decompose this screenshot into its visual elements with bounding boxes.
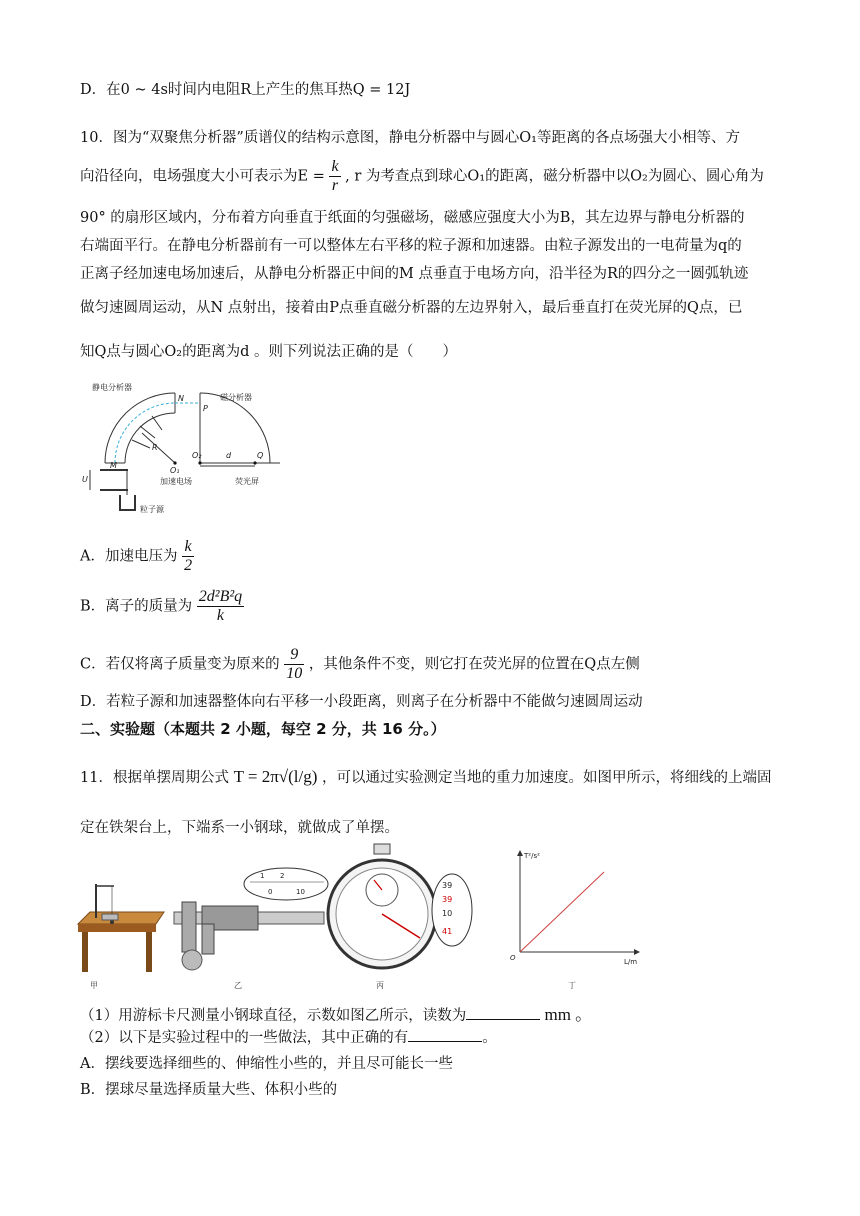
graph-origin: O	[510, 954, 516, 962]
caliper-mark-1: 1	[260, 872, 265, 880]
q10-line2-b: , r 为考查点到球心O₁的距离，磁分析器中以O₂为圆心、圆心角为	[345, 168, 764, 185]
q11-sub2-blank[interactable]	[408, 1027, 482, 1042]
q10-opt-b-text: B．离子的质量为	[80, 598, 193, 615]
q11-line1-a: 11．根据单摆周期公式	[80, 770, 229, 786]
q11-stem-line2: 定在铁架台上，下端系一小钢球，就做成了单摆。	[80, 820, 399, 836]
q11-line1-b: ，可以通过实验测定当地的重力加速度。如图甲所示，将细线的上端固	[322, 770, 772, 786]
q10-stem-line2	[80, 158, 764, 195]
point-r: R	[152, 443, 158, 452]
q10-option-c	[80, 646, 640, 683]
graph-x-label: L/m	[624, 958, 638, 966]
fig-label-yi: 乙	[234, 981, 242, 990]
q10-stem-line1: 10．图为“双聚焦分析器”质谱仪的结构示意图，静电分析器中与圆心O₁等距离的各点场强大小相等、方	[80, 130, 740, 146]
q10-opt-b-fraction	[197, 588, 244, 625]
q11-sub2	[80, 1026, 497, 1047]
table-stand-figure	[78, 884, 164, 972]
point-n: N	[178, 394, 184, 403]
stopwatch-mark-39a: 39	[442, 881, 453, 890]
caliper-mark-2: 2	[280, 872, 285, 880]
q10-frac-den: r	[331, 177, 339, 194]
point-o2: O₂	[192, 451, 202, 460]
q10-stem-line6: 做匀速圆周运动，从N 点射出，接着由P点垂直磁分析器的左边界射入，最后垂直打在荧光屏的Q点，已	[80, 300, 743, 316]
point-u: U	[82, 475, 88, 484]
label-magnetic-analyzer: 磁分析器	[220, 393, 252, 402]
q11-sub1-blank[interactable]	[466, 1005, 540, 1020]
point-q: Q	[257, 451, 264, 460]
q10-opt-b-den: k	[216, 607, 224, 624]
q10-stem-line7: 知Q点与圆心O₂的距离为d 。则下列说法正确的是（ ）	[80, 344, 457, 360]
stopwatch-figure	[328, 844, 472, 968]
q10-stem-line5: 正离子经加速电场加速后，从静电分析器正中间的M 点垂直于电场方向，沿半径为R的四分之一圆弧轨迹	[80, 266, 749, 282]
point-p: P	[203, 404, 208, 413]
stopwatch-mark-39b: 39	[442, 895, 453, 904]
q10-stem-line3: 90° 的扇形区域内，分布着方向垂直于纸面的匀强磁场，磁感应强度大小为B，其左边界与静电分析器的	[80, 210, 745, 226]
q10-opt-c-fraction	[284, 646, 304, 683]
label-acceleration-field: 加速电场	[160, 477, 192, 486]
point-o1: O₁	[170, 466, 180, 475]
q10-opt-a-text: A．加速电压为	[80, 548, 178, 565]
fig-label-jia: 甲	[90, 981, 98, 990]
q11-formula: T = 2π√(l/g)	[233, 767, 318, 786]
q10-opt-c-den: 10	[286, 665, 303, 682]
fig-label-ding: 丁	[568, 981, 576, 990]
point-m: M	[110, 461, 117, 470]
fig-label-bing: 丙	[376, 981, 384, 990]
vernier-caliper-figure	[174, 868, 328, 970]
q11-sub2-end: 。	[482, 1030, 497, 1046]
q11-sub1-text: （1）用游标卡尺测量小钢球直径，示数如图乙所示，读数为	[80, 1008, 467, 1024]
q10-opt-b-num: 2d²B²q	[198, 588, 243, 605]
q10-option-b	[80, 588, 244, 625]
q11-option-a: A．摆线要选择细些的、伸缩性小些的，并且尽可能长一些	[80, 1056, 453, 1072]
q11-option-b: B．摆球尽量选择质量大些、体积小些的	[80, 1082, 338, 1098]
q10-opt-a-den: 2	[184, 557, 193, 574]
q10-frac-num: k	[331, 158, 339, 175]
q11-sub2-text: （2）以下是实验过程中的一些做法，其中正确的有	[80, 1030, 409, 1046]
q10-field-fraction	[329, 158, 340, 195]
q10-line2-a: 向沿径向，电场强度大小可表示为E =	[80, 168, 325, 185]
point-d: d	[226, 451, 232, 460]
q11-stem-line1	[80, 766, 772, 787]
stopwatch-mark-41: 41	[442, 927, 453, 936]
label-screen: 荧光屏	[235, 477, 259, 486]
q10-opt-c-post: ，其他条件不变，则它打在荧光屏的位置在Q点左侧	[308, 656, 640, 673]
q10-opt-a-num: k	[182, 538, 194, 557]
caliper-mark-10: 10	[296, 888, 305, 896]
q10-option-d: D．若粒子源和加速器整体向右平移一小段距离，则离子在分析器中不能做匀速圆周运动	[80, 694, 643, 710]
q10-option-a	[80, 538, 194, 575]
mass-spectrometer-figure	[80, 378, 290, 520]
q10-opt-a-fraction	[182, 538, 194, 575]
label-particle-source: 粒子源	[140, 505, 164, 514]
label-electrostatic-analyzer: 静电分析器	[92, 383, 132, 392]
q10-opt-c-num: 9	[284, 646, 304, 665]
experiment-figures	[74, 842, 654, 994]
t-squared-vs-l-graph	[510, 850, 640, 966]
q11-sub1	[80, 1000, 592, 1025]
graph-y-label: T²/s²	[524, 852, 540, 860]
stopwatch-mark-10: 10	[442, 909, 453, 918]
q9-option-d: D．在0 ~ 4s时间内电阻R上产生的焦耳热Q = 12J	[80, 82, 411, 98]
caliper-mark-0: 0	[268, 888, 273, 896]
q10-stem-line4: 右端面平行。在静电分析器前有一可以整体左右平移的粒子源和加速器。由粒子源发出的一电荷量为q的	[80, 238, 742, 254]
section2-heading: 二、实验题（本题共 2 小题，每空 2 分，共 16 分。）	[80, 720, 446, 738]
q11-sub1-unit: mm 。	[540, 1005, 593, 1024]
q10-opt-c-text: C．若仅将离子质量变为原来的	[80, 656, 280, 673]
